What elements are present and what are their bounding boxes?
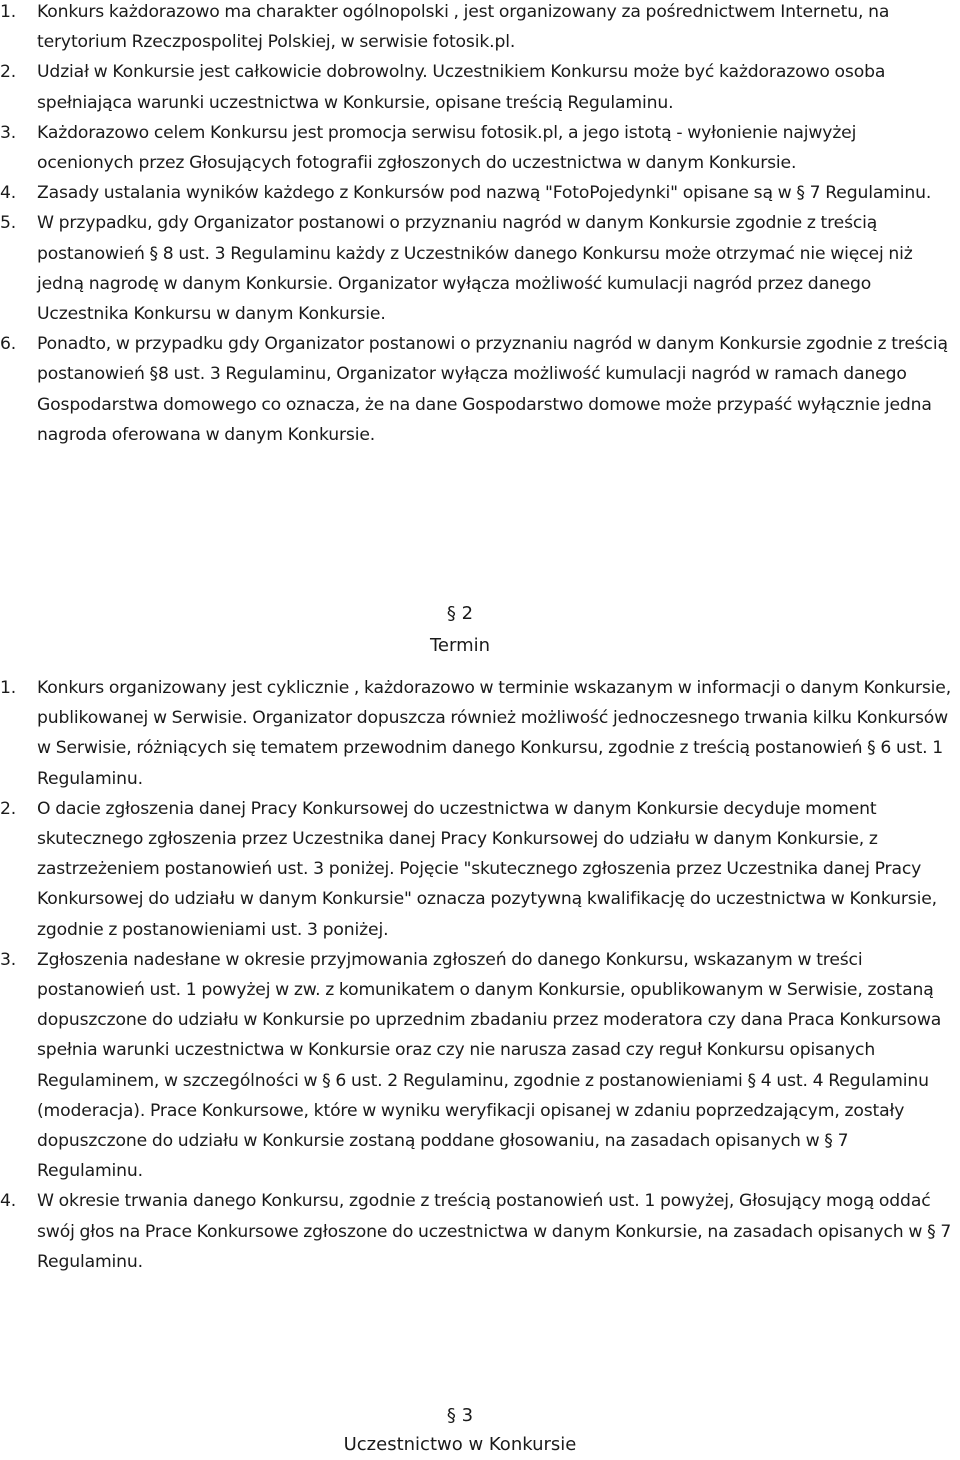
list-item bbox=[0, 1186, 960, 1277]
item-number: 2. bbox=[0, 798, 17, 819]
list-item bbox=[0, 208, 960, 329]
item-text: W okresie trwania danego Konkursu, zgodnie z treścią postanowień ust. 1 powyżej, Głosujący mogą oddać swój głos na Prace Konkursowe zgłoszone do uczestnictwa w danym Konkursie, na zasadach opisanych w § 7 Regulaminu. bbox=[37, 1191, 952, 1272]
item-number: 5. bbox=[0, 213, 17, 234]
item-text: Każdorazowo celem Konkursu jest promocja serwisu fotosik.pl, a jego istotą - wyłonienie najwyżej ocenionych przez Głosujących fotografii zgłoszonych do uczestnictwa w danym Konkursie. bbox=[37, 122, 857, 174]
item-text: Konkurs każdorazowo ma charakter ogólnopolski , jest organizowany za pośrednictwem Internetu, na terytorium Rzeczpospolitej Polskiej, w serwisie fotosik.pl. bbox=[37, 2, 890, 53]
section-1-list bbox=[0, 0, 960, 450]
item-text: W przypadku, gdy Organizator postanowi o przyznaniu nagród w danym Konkursie zgodnie z treścią postanowień § 8 ust. 3 Regulaminu każdy z Uczestników danego Konkursu może otrzymać nie więcej niż jedną nagrodę w danym Konkursie. Organizator wyłącza możliwość kumulacji nagród przez danego Uczestnika Konkursu w danym Konkursie. bbox=[37, 213, 913, 325]
item-number: 3. bbox=[0, 122, 17, 143]
item-number: 4. bbox=[0, 183, 17, 204]
list-item bbox=[0, 329, 960, 450]
item-number: 3. bbox=[0, 949, 17, 970]
item-text: Zgłoszenia nadesłane w okresie przyjmowania zgłoszeń do danego Konkursu, wskazanym w treści postanowień ust. 1 powyżej w zw. z komunikatem o danym Konkursie, opublikowanym w Serwisie, zostaną dopuszczone do udziału w Konkursie po uprzednim zbadaniu przez moderatora czy dana Praca Konkursowa spełnia warunki uczestnictwa w Konkursie oraz czy nie narusza zasad czy reguł Konkursu opisanych Regulaminem, w szczególności w § 6 ust. 2 Regulaminu, zgodnie z postanowieniami § 4 ust. 4 Regulaminu (moderacja). Prace Konkursowe, które w wyniku weryfikacji opisanej w zdaniu poprzedzającym, zostały dopuszczone do udziału w Konkursie zostaną poddane głosowaniu, na zasadach opisanych w § 7 Regulaminu. bbox=[37, 949, 942, 1182]
item-text: Udział w Konkursie jest całkowicie dobrowolny. Uczestnikiem Konkursu może być każdorazowo osoba spełniająca warunki uczestnictwa w Konkursie, opisane treścią Regulaminu. bbox=[37, 62, 886, 113]
list-item bbox=[0, 794, 960, 945]
list-item bbox=[0, 57, 960, 117]
item-text: O dacie zgłoszenia danej Pracy Konkursowej do uczestnictwa w danym Konkursie decyduje moment skutecznego zgłoszenia przez Uczestnika danej Pracy Konkursowej do udziału w danym Konkursie, z zastrzeżeniem postanowień ust. 3 poniżej. Pojęcie "skutecznego zgłoszenia przez Uczestnika danej Pracy Konkursowej do udziału w danym Konkursie" oznacza pozytywną kwalifikację do uczestnictwa w Konkursie, zgodnie z postanowieniami ust. 3 poniżej. bbox=[37, 798, 937, 940]
section-2-symbol: § 2 bbox=[446, 603, 474, 624]
section-3-title: Uczestnictwo w Konkursie bbox=[343, 1434, 577, 1455]
item-text: Zasady ustalania wyników każdego z Konkursów pod nazwą "FotoPojedynki" opisane są w § 7 Regulaminu. bbox=[37, 183, 932, 204]
list-item bbox=[0, 178, 960, 208]
list-item bbox=[0, 945, 960, 1187]
item-text: Ponadto, w przypadku gdy Organizator postanowi o przyznaniu nagród w danym Konkursie zgodnie z treścią postanowień §8 ust. 3 Regulaminu, Organizator wyłącza możliwość kumulacji nagród w ramach danego Gospodarstwa domowego co oznacza, że na dane Gospodarstwo domowe może przypaść wyłącznie jedna nagroda oferowana w danym Konkursie. bbox=[37, 334, 948, 445]
item-number: 6. bbox=[0, 334, 17, 355]
item-number: 2. bbox=[0, 62, 17, 83]
list-item bbox=[0, 118, 960, 178]
item-number: 4. bbox=[0, 1191, 17, 1212]
section-2-list bbox=[0, 673, 960, 1277]
list-item bbox=[0, 673, 960, 794]
section-2-title: Termin bbox=[429, 635, 491, 656]
item-number: 1. bbox=[0, 678, 17, 698]
list-item bbox=[0, 0, 960, 57]
section-3-symbol: § 3 bbox=[446, 1405, 474, 1426]
item-text: Konkurs organizowany jest cyklicznie , każdorazowo w terminie wskazanym w informacji o danym Konkursie, publikowanej w Serwisie. Organizator dopuszcza również możliwość jednoczesnego trwania kilku Konkursów w Serwisie, różniących się tematem przewodnim danego Konkursu, zgodnie z treścią postanowień § 6 ust. 1 Regulaminu. bbox=[37, 678, 952, 789]
item-number: 1. bbox=[0, 2, 17, 22]
